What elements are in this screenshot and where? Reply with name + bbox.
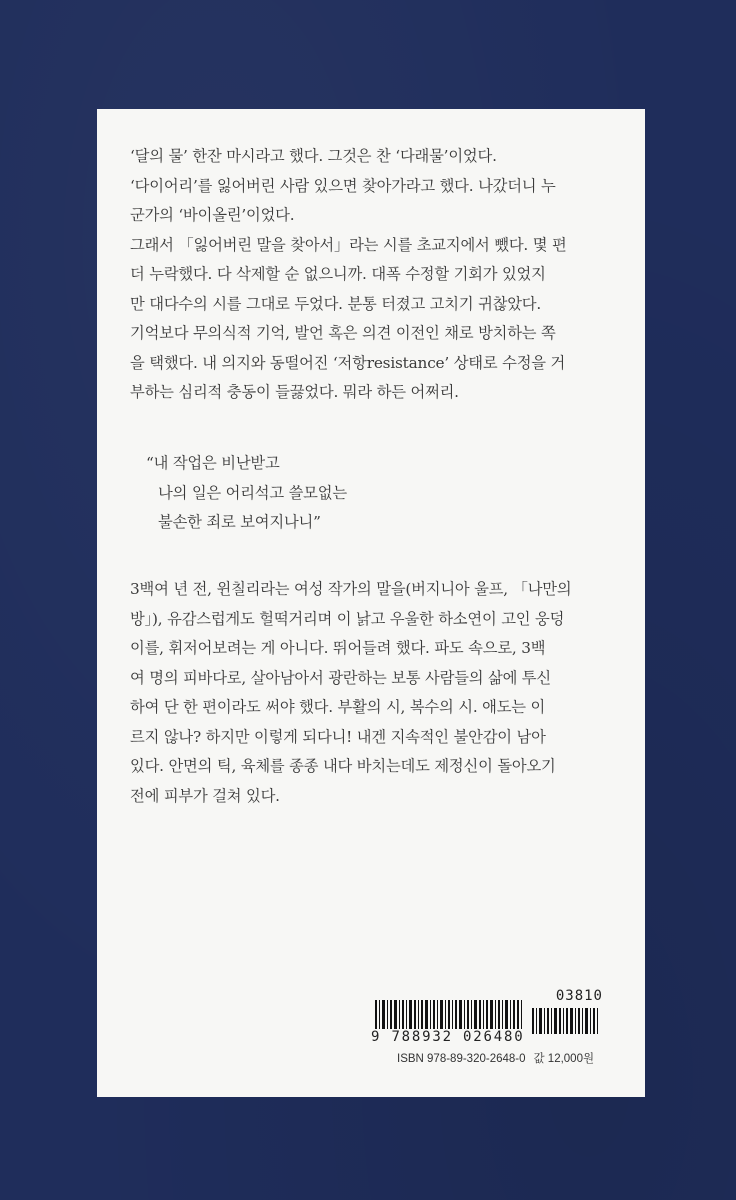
paragraph-2	[130, 575, 615, 811]
text-line: 기억보다 무의식적 기억, 발언 혹은 의견 이전인 채로 방치하는 쪽	[130, 324, 556, 342]
text-line: 을 택했다. 내 의지와 동떨어진 ‘저항resistance’ 상태로 수정을 거	[130, 353, 566, 372]
quote-line: 불손한 죄로 보여지나니”	[158, 513, 321, 531]
quote-line: “내 작업은 비난받고	[146, 454, 280, 472]
quote-line: 나의 일은 어리석고 쓸모없는	[158, 483, 347, 502]
text-line: ‘다이어리’를 잃어버린 사람 있으면 찾아가라고 했다. 나갔더니 누	[130, 176, 556, 195]
text-line: 더 누락했다. 다 삭제할 순 없으니까. 대폭 수정할 기회가 있었지	[130, 265, 546, 283]
quote-block	[146, 449, 631, 538]
barcode-area	[369, 986, 609, 1066]
text-line: 3백여 년 전, 윈칠리라는 여성 작가의 말을(버지니아 울프, 「나만의	[130, 580, 572, 598]
text-line: ‘달의 물’ 한잔 마시라고 했다. 그것은 찬 ‘다래물’이었다.	[130, 147, 497, 165]
text-line: 전에 피부가 걸쳐 있다.	[130, 786, 280, 805]
isbn-number: ISBN 978-89-320-2648-0	[397, 1053, 526, 1065]
price-label: 값 12,000원	[533, 1053, 595, 1065]
paragraph-1	[130, 142, 615, 408]
text-line: 군가의 ‘바이올린’이었다.	[130, 206, 295, 224]
isbn-price-line	[397, 1050, 602, 1066]
text-line: 그래서 「잃어버린 말을 찾아서」라는 시를 초교지에서 뺐다. 몇 편	[130, 235, 567, 254]
text-line: 부하는 심리적 충동이 들끓었다. 뭐라 하든 어쩌리.	[130, 383, 459, 401]
text-line: 있다. 안면의 틱, 육체를 종종 내다 바치는데도 제정신이 돌아오기	[130, 757, 556, 775]
barcode-digits: 9 788932 026480	[371, 1029, 527, 1045]
text-line: 이를, 휘저어보려는 게 아니다. 뛰어들려 했다. 파도 속으로, 3백	[130, 639, 546, 657]
text-line: 하여 단 한 편이라도 써야 했다. 부활의 시, 복수의 시. 애도는 이	[130, 698, 546, 716]
text-line: 만 대다수의 시를 그대로 두었다. 분통 터졌고 고치기 귀찮았다.	[130, 294, 542, 313]
addon-code: 03810	[555, 988, 603, 1004]
text-line: 르지 않나? 하지만 이렇게 되다니! 내겐 지속적인 불안감이 남아	[130, 727, 546, 746]
text-line: 여 명의 피바다로, 살아남아서 광란하는 보통 사람들의 삶에 투신	[130, 668, 551, 687]
back-cover-panel	[97, 109, 645, 1097]
text-line: 방」), 유감스럽게도 헐떡거리며 이 낡고 우울한 하소연이 고인 웅덩	[130, 609, 565, 628]
